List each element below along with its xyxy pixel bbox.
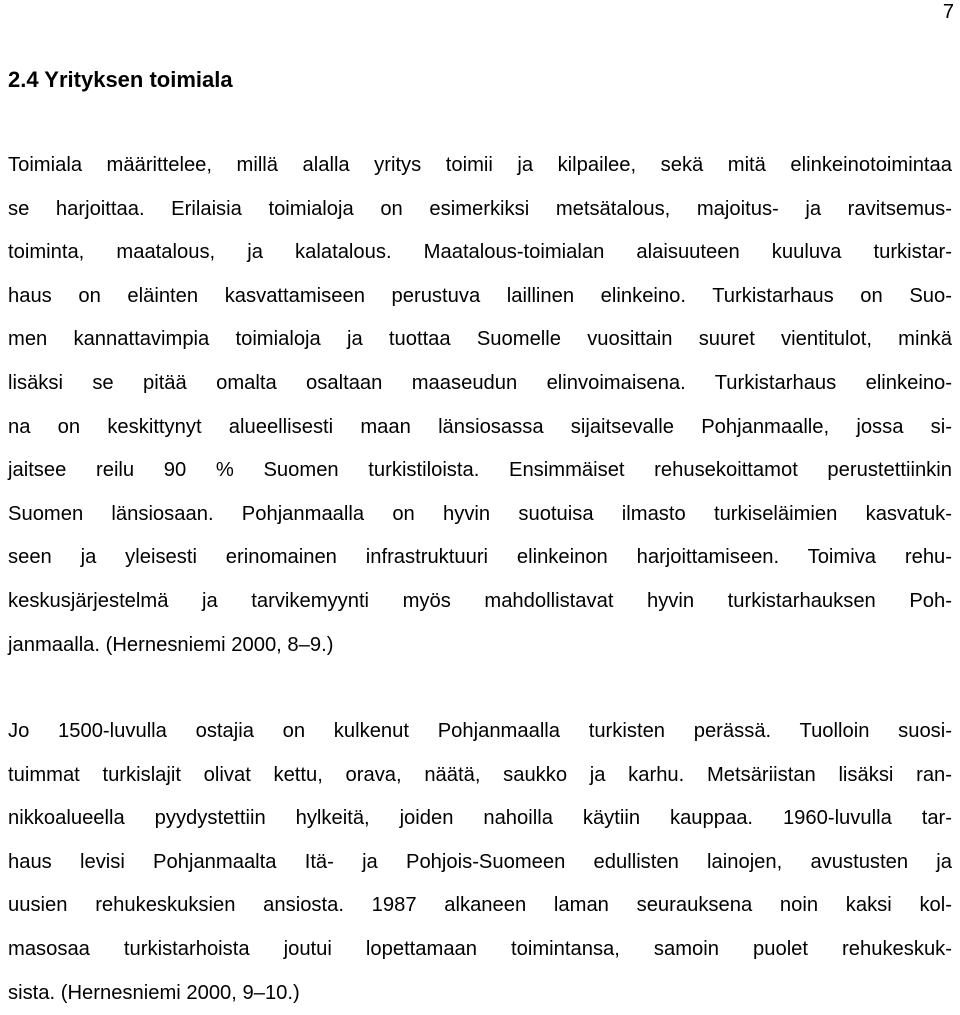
- paragraph-line: nikkoalueella pyydystettiin hylkeitä, joiden nahoilla käytiin kauppaa. 1960-luvulla tar-: [8, 807, 952, 830]
- page-number: 7: [942, 1, 954, 23]
- paragraph-line: haus on eläinten kasvattamiseen perustuva laillinen elinkeino. Turkistarhaus on Suo-: [8, 284, 952, 307]
- paragraph-line: se harjoittaa. Erilaisia toimialoja on esimerkiksi metsätalous, majoitus- ja ravitsemus-: [8, 197, 952, 220]
- paragraph-history: [8, 710, 952, 1015]
- paragraph-line: na on keskittynyt alueellisesti maan länsiosassa sijaitsevalle Pohjanmaalle, jossa si-: [8, 415, 952, 438]
- paragraph-line: Jo 1500-luvulla ostajia on kulkenut Pohjanmaalla turkisten perässä. Tuolloin suosi-: [8, 720, 952, 742]
- paragraph-line: seen ja yleisesti erinomainen infrastruktuuri elinkeinon harjoittamiseen. Toimiva rehu-: [8, 546, 952, 569]
- paragraph-line: keskusjärjestelmä ja tarvikemyynti myös mahdollistavat hyvin turkistarhauksen Poh-: [8, 589, 952, 612]
- paragraph-line: janmaalla. (Hernesniemi 2000, 8–9.): [8, 633, 334, 656]
- paragraph-line: uusien rehukeskuksien ansiosta. 1987 alkaneen laman seurauksena noin kaksi kol-: [8, 894, 952, 917]
- paragraph-line: masosaa turkistarhoista joutui lopettamaan toimintansa, samoin puolet rehukeskuk-: [8, 937, 952, 960]
- paragraph-toimiala: [8, 144, 952, 667]
- paragraph-line: toiminta, maatalous, ja kalatalous. Maatalous-toimialan alaisuuteen kuuluva turkistar-: [8, 241, 952, 264]
- paragraph-line: tuimmat turkislajit olivat kettu, orava, näätä, saukko ja karhu. Metsäriistan lisäksi ran-: [8, 763, 952, 786]
- paragraph-line: Toimiala määrittelee, millä alalla yritys toimii ja kilpailee, sekä mitä elinkeinotoimintaa: [8, 154, 952, 176]
- paragraph-line: sista. (Hernesniemi 2000, 9–10.): [8, 981, 300, 1004]
- paragraph-line: Suomen länsiosaan. Pohjanmaalla on hyvin suotuisa ilmasto turkiseläimien kasvatuk-: [8, 502, 952, 525]
- paragraph-line: lisäksi se pitää omalta osaltaan maaseudun elinvoimaisena. Turkistarhaus elinkeino-: [8, 371, 952, 394]
- section-heading: 2.4 Yrityksen toimiala: [8, 67, 233, 92]
- paragraph-line: jaitsee reilu 90 % Suomen turkistiloista. Ensimmäiset rehusekoittamot perustettiinkin: [8, 459, 952, 482]
- paragraph-line: men kannattavimpia toimialoja ja tuottaa Suomelle vuosittain suuret vientitulot, minkä: [8, 328, 952, 351]
- paragraph-line: haus levisi Pohjanmaalta Itä- ja Pohjois-Suomeen edullisten lainojen, avustusten ja: [8, 850, 952, 873]
